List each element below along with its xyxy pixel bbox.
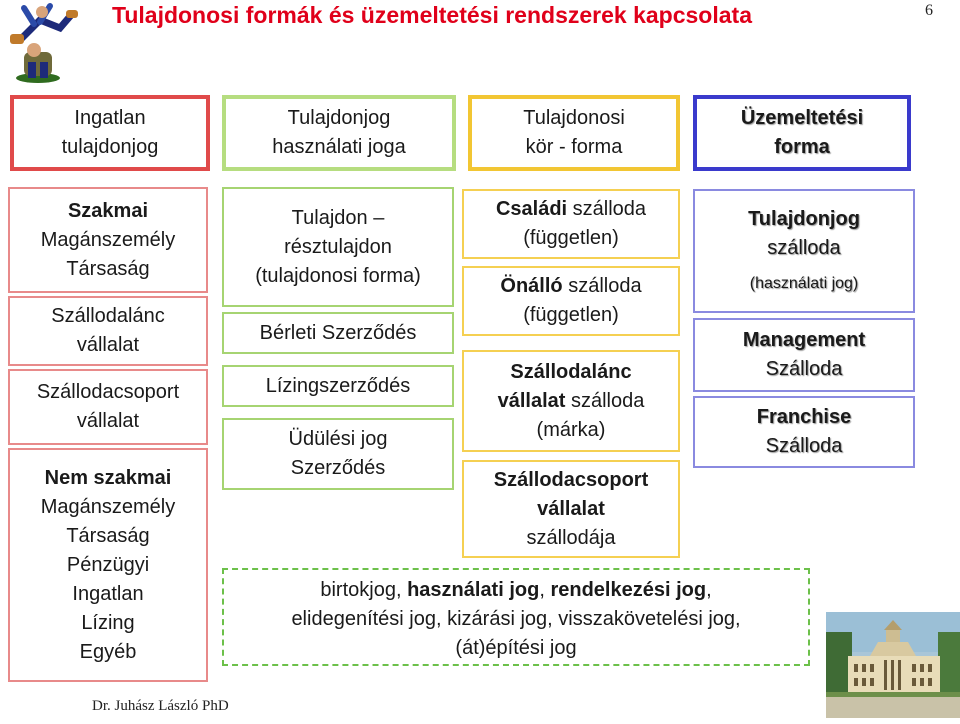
header-line: Üzemeltetési <box>740 107 864 129</box>
rights-bold: használati jog <box>407 579 540 601</box>
header-line: forma <box>774 136 830 158</box>
cell-line: szállodája <box>526 526 616 549</box>
header-line: használati joga <box>272 136 406 158</box>
col4-franchise-box <box>693 396 915 468</box>
cell-bold: Önálló <box>500 275 563 297</box>
rights-text: birtokjog, <box>320 579 408 601</box>
col2-udulesi-box <box>222 418 454 490</box>
rights-line-3: (át)építési jog <box>455 637 577 659</box>
col1-szakmai-box <box>8 187 208 293</box>
col3-szallodalanc-box <box>462 350 680 452</box>
cell-line: szálloda <box>767 236 841 259</box>
cell-line: Management <box>742 329 866 351</box>
cell-line: Szálloda <box>765 435 843 457</box>
header-line: Tulajdonosi <box>523 107 625 129</box>
header-line: tulajdonjog <box>61 136 159 158</box>
header-uzemeltetesi-forma <box>693 95 911 171</box>
cell-line: Tulajdon – <box>291 206 385 229</box>
cell-bold: vállalat <box>497 389 566 412</box>
cell-line: Bérleti Szerződés <box>259 321 417 344</box>
cell-text: szálloda <box>567 198 647 220</box>
col2-tulajdon-box <box>222 187 454 307</box>
header-line: Tulajdonjog <box>287 107 391 129</box>
cell-line: Tulajdonjog <box>748 207 860 230</box>
col2-berleti-box <box>222 312 454 354</box>
cell-line: Szállodacsoport <box>493 468 649 491</box>
cell-text: szálloda <box>565 389 645 412</box>
header-ingatlan-tulajdonjog <box>10 95 210 171</box>
cell-line: vállalat <box>537 497 605 520</box>
cell-line: Franchise <box>756 406 852 428</box>
col1-szallodacsoport-box <box>8 369 208 445</box>
cell-line: Nem szakmai <box>44 466 172 489</box>
cell-line: Ingatlan <box>72 582 144 605</box>
page-number: 6 <box>925 2 933 19</box>
palace-hotel-photo <box>826 612 960 718</box>
cell-line: Egyéb <box>79 640 137 663</box>
cell-line: Szállodacsoport <box>36 381 180 403</box>
cell-line: (tulajdonosi forma) <box>255 264 421 287</box>
rights-line-1 <box>224 576 808 605</box>
cell-line: Szállodalánc <box>51 305 165 327</box>
cell-line: Szerződés <box>290 457 386 479</box>
rights-box <box>222 568 810 666</box>
rights-bold: rendelkezési jog <box>550 579 707 601</box>
cell-line: Társaság <box>66 257 150 280</box>
col3-szallodacsoport-box <box>462 460 680 558</box>
header-line: Ingatlan <box>74 107 146 129</box>
cell-line: Szakmai <box>67 199 149 222</box>
leapfrog-clipart <box>0 0 90 88</box>
col1-szallodalanc-box <box>8 296 208 366</box>
col4-tulajdonjog-box <box>693 189 915 313</box>
col3-onallo-box <box>462 266 680 336</box>
rights-text: , <box>706 579 712 601</box>
cell-line: vállalat <box>76 334 140 356</box>
cell-line: (használati jog) <box>749 274 859 292</box>
cell-line: résztulajdon <box>284 235 392 258</box>
page-title: Tulajdonosi formák és üzemeltetési rendszerek kapcsolata <box>112 2 752 28</box>
rights-line-2: elidegenítési jog, kizárási jog, visszakövetelési jog, <box>291 608 741 630</box>
cell-line <box>496 195 646 224</box>
cell-line: Társaság <box>66 524 150 547</box>
cell-line <box>500 272 641 301</box>
cell-text: szálloda <box>562 275 642 297</box>
col2-lizing-box <box>222 365 454 407</box>
cell-line: Lízingszerződés <box>265 374 411 397</box>
header-line: kör - forma <box>525 136 623 158</box>
cell-line <box>498 387 645 416</box>
cell-line: (márka) <box>536 418 606 441</box>
col1-nem-szakmai-box <box>8 448 208 682</box>
cell-line: Pénzügyi <box>66 553 150 576</box>
cell-line: (független) <box>523 227 619 249</box>
rights-text: , <box>539 579 551 601</box>
cell-line: Szállodalánc <box>510 360 632 383</box>
cell-line: Üdülési jog <box>288 428 388 450</box>
cell-line: Lízing <box>81 611 135 634</box>
cell-line: Magánszemély <box>40 228 176 251</box>
cell-line: vállalat <box>76 410 140 432</box>
col3-csaladi-box <box>462 189 680 259</box>
author-name: Dr. Juhász László PhD <box>92 698 229 714</box>
cell-line: (független) <box>523 304 619 326</box>
cell-bold: Családi <box>495 198 568 220</box>
cell-line: Magánszemély <box>40 495 176 518</box>
header-tulajdonosi-kor-forma <box>468 95 680 171</box>
col4-management-box <box>693 318 915 392</box>
header-tulajdonjog-hasznalati-joga <box>222 95 456 171</box>
cell-line: Szálloda <box>765 358 843 380</box>
